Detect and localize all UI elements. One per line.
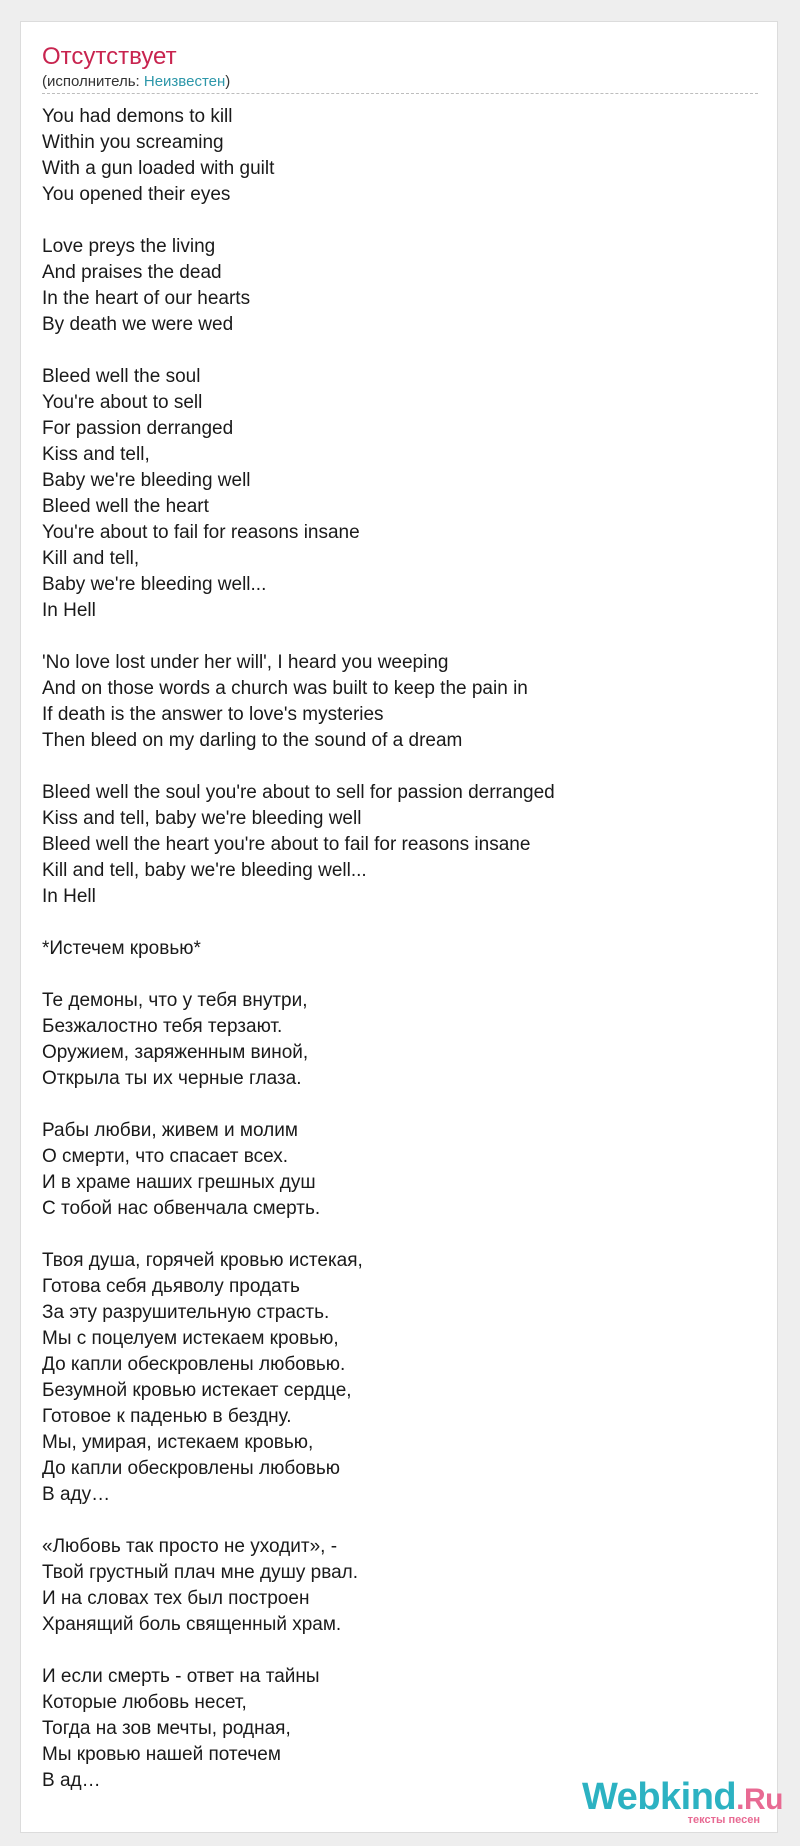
lyrics-line: In Hell	[42, 886, 96, 907]
lyrics-line: В аду…	[42, 1484, 111, 1505]
lyrics-line: With a gun loaded with guilt	[42, 158, 275, 179]
lyrics-line: If death is the answer to love's mysteries	[42, 704, 384, 725]
lyrics-stanza	[42, 780, 742, 910]
lyrics-line: С тобой нас обвенчала смерть.	[42, 1198, 321, 1219]
lyrics-line: «Любовь так просто не уходит», -	[42, 1536, 338, 1557]
lyrics-line: Безжалостно тебя терзают.	[42, 1016, 283, 1037]
artist-suffix: )	[225, 73, 231, 90]
lyrics-line: Bleed well the heart you're about to fail for reasons insane	[42, 834, 531, 855]
lyrics-stanza	[42, 1534, 742, 1638]
lyrics-stanza	[42, 364, 742, 624]
lyrics-line: You're about to sell	[42, 392, 203, 413]
lyrics-line: Готовое к паденью в бездну.	[42, 1406, 292, 1427]
lyrics-line: Те демоны, что у тебя внутри,	[42, 990, 308, 1011]
lyrics-line: In the heart of our hearts	[42, 288, 251, 309]
lyrics-line: И в храме наших грешных душ	[42, 1172, 316, 1193]
lyrics-line: Мы кровью нашей потечем	[42, 1744, 281, 1765]
artist-link[interactable]: Неизвестен	[143, 73, 226, 90]
lyrics-line: And praises the dead	[42, 262, 222, 283]
lyrics-line: И на словах тех был построен	[42, 1588, 310, 1609]
lyrics-stanza	[42, 1664, 742, 1794]
lyrics-line: Love preys the living	[42, 236, 216, 257]
lyrics-stanza	[42, 1248, 742, 1508]
lyrics-line: Безумной кровью истекает сердце,	[42, 1380, 352, 1401]
artist-prefix: (исполнитель:	[42, 73, 144, 90]
lyrics-line: In Hell	[42, 600, 96, 621]
lyrics-line: До капли обескровлены любовью	[42, 1458, 341, 1479]
lyrics-line: Рабы любви, живем и молим	[42, 1120, 298, 1141]
lyrics-line: *Истечем кровью*	[42, 938, 201, 959]
song-title: Отсутствует	[42, 43, 177, 70]
lyrics-line: Kill and tell, baby we're bleeding well...	[42, 860, 367, 881]
logo-tagline: тексты песен	[687, 1814, 760, 1826]
lyrics-line: And on those words a church was built to keep the pain in	[42, 678, 528, 699]
lyrics-line: Kiss and tell, baby we're bleeding well	[42, 808, 362, 829]
logo-name: Webkind	[582, 1776, 737, 1818]
lyrics-line: Baby we're bleeding well...	[42, 574, 267, 595]
lyrics-line: By death we were wed	[42, 314, 234, 335]
lyrics-stanza	[42, 1118, 742, 1222]
lyrics-line: Твоя душа, горячей кровью истекая,	[42, 1250, 363, 1271]
lyrics-line: О смерти, что спасает всех.	[42, 1146, 289, 1167]
lyrics-stanza	[42, 988, 742, 1092]
lyrics-line: До капли обескровлены любовью.	[42, 1354, 346, 1375]
lyrics-line: Bleed well the soul	[42, 366, 201, 387]
lyrics-line: Мы, умирая, истекаем кровью,	[42, 1432, 314, 1453]
lyrics-line: Мы с поцелуем истекаем кровью,	[42, 1328, 339, 1349]
lyrics-line: За эту разрушительную страсть.	[42, 1302, 330, 1323]
lyrics-line: Твой грустный плач мне душу рвал.	[42, 1562, 359, 1583]
lyrics-stanza	[42, 234, 742, 338]
lyrics-line: Then bleed on my darling to the sound of a dream	[42, 730, 463, 751]
lyrics-line: Bleed well the heart	[42, 496, 209, 517]
lyrics-line: И если смерть - ответ на тайны	[42, 1666, 320, 1687]
title-divider	[42, 93, 758, 94]
lyrics-line: Bleed well the soul you're about to sell for passion derranged	[42, 782, 555, 803]
lyrics-text	[42, 104, 742, 1820]
lyrics-line: Открыла ты их черные глаза.	[42, 1068, 302, 1089]
lyrics-line: Kiss and tell,	[42, 444, 150, 465]
lyrics-stanza	[42, 936, 742, 962]
lyrics-line: Kill and tell,	[42, 548, 140, 569]
lyrics-stanza	[42, 104, 742, 208]
lyrics-line: В ад…	[42, 1770, 101, 1791]
artist-line	[42, 73, 230, 91]
lyrics-line: You're about to fail for reasons insane	[42, 522, 360, 543]
lyrics-line: Готова себя дьяволу продать	[42, 1276, 300, 1297]
lyrics-stanza	[42, 650, 742, 754]
lyrics-line: Хранящий боль священный храм.	[42, 1614, 342, 1635]
lyrics-line: Тогда на зов мечты, родная,	[42, 1718, 291, 1739]
lyrics-line: Которые любовь несет,	[42, 1692, 247, 1713]
site-logo[interactable]	[582, 1776, 783, 1828]
lyrics-line: For passion derranged	[42, 418, 234, 439]
lyrics-line: Within you screaming	[42, 132, 224, 153]
lyrics-line: You had demons to kill	[42, 106, 233, 127]
lyrics-line: Baby we're bleeding well	[42, 470, 251, 491]
lyrics-line: Оружием, заряженным виной,	[42, 1042, 309, 1063]
logo-tld: .Ru	[736, 1783, 783, 1816]
lyrics-line: 'No love lost under her will', I heard you weeping	[42, 652, 449, 673]
lyrics-line: You opened their eyes	[42, 184, 231, 205]
